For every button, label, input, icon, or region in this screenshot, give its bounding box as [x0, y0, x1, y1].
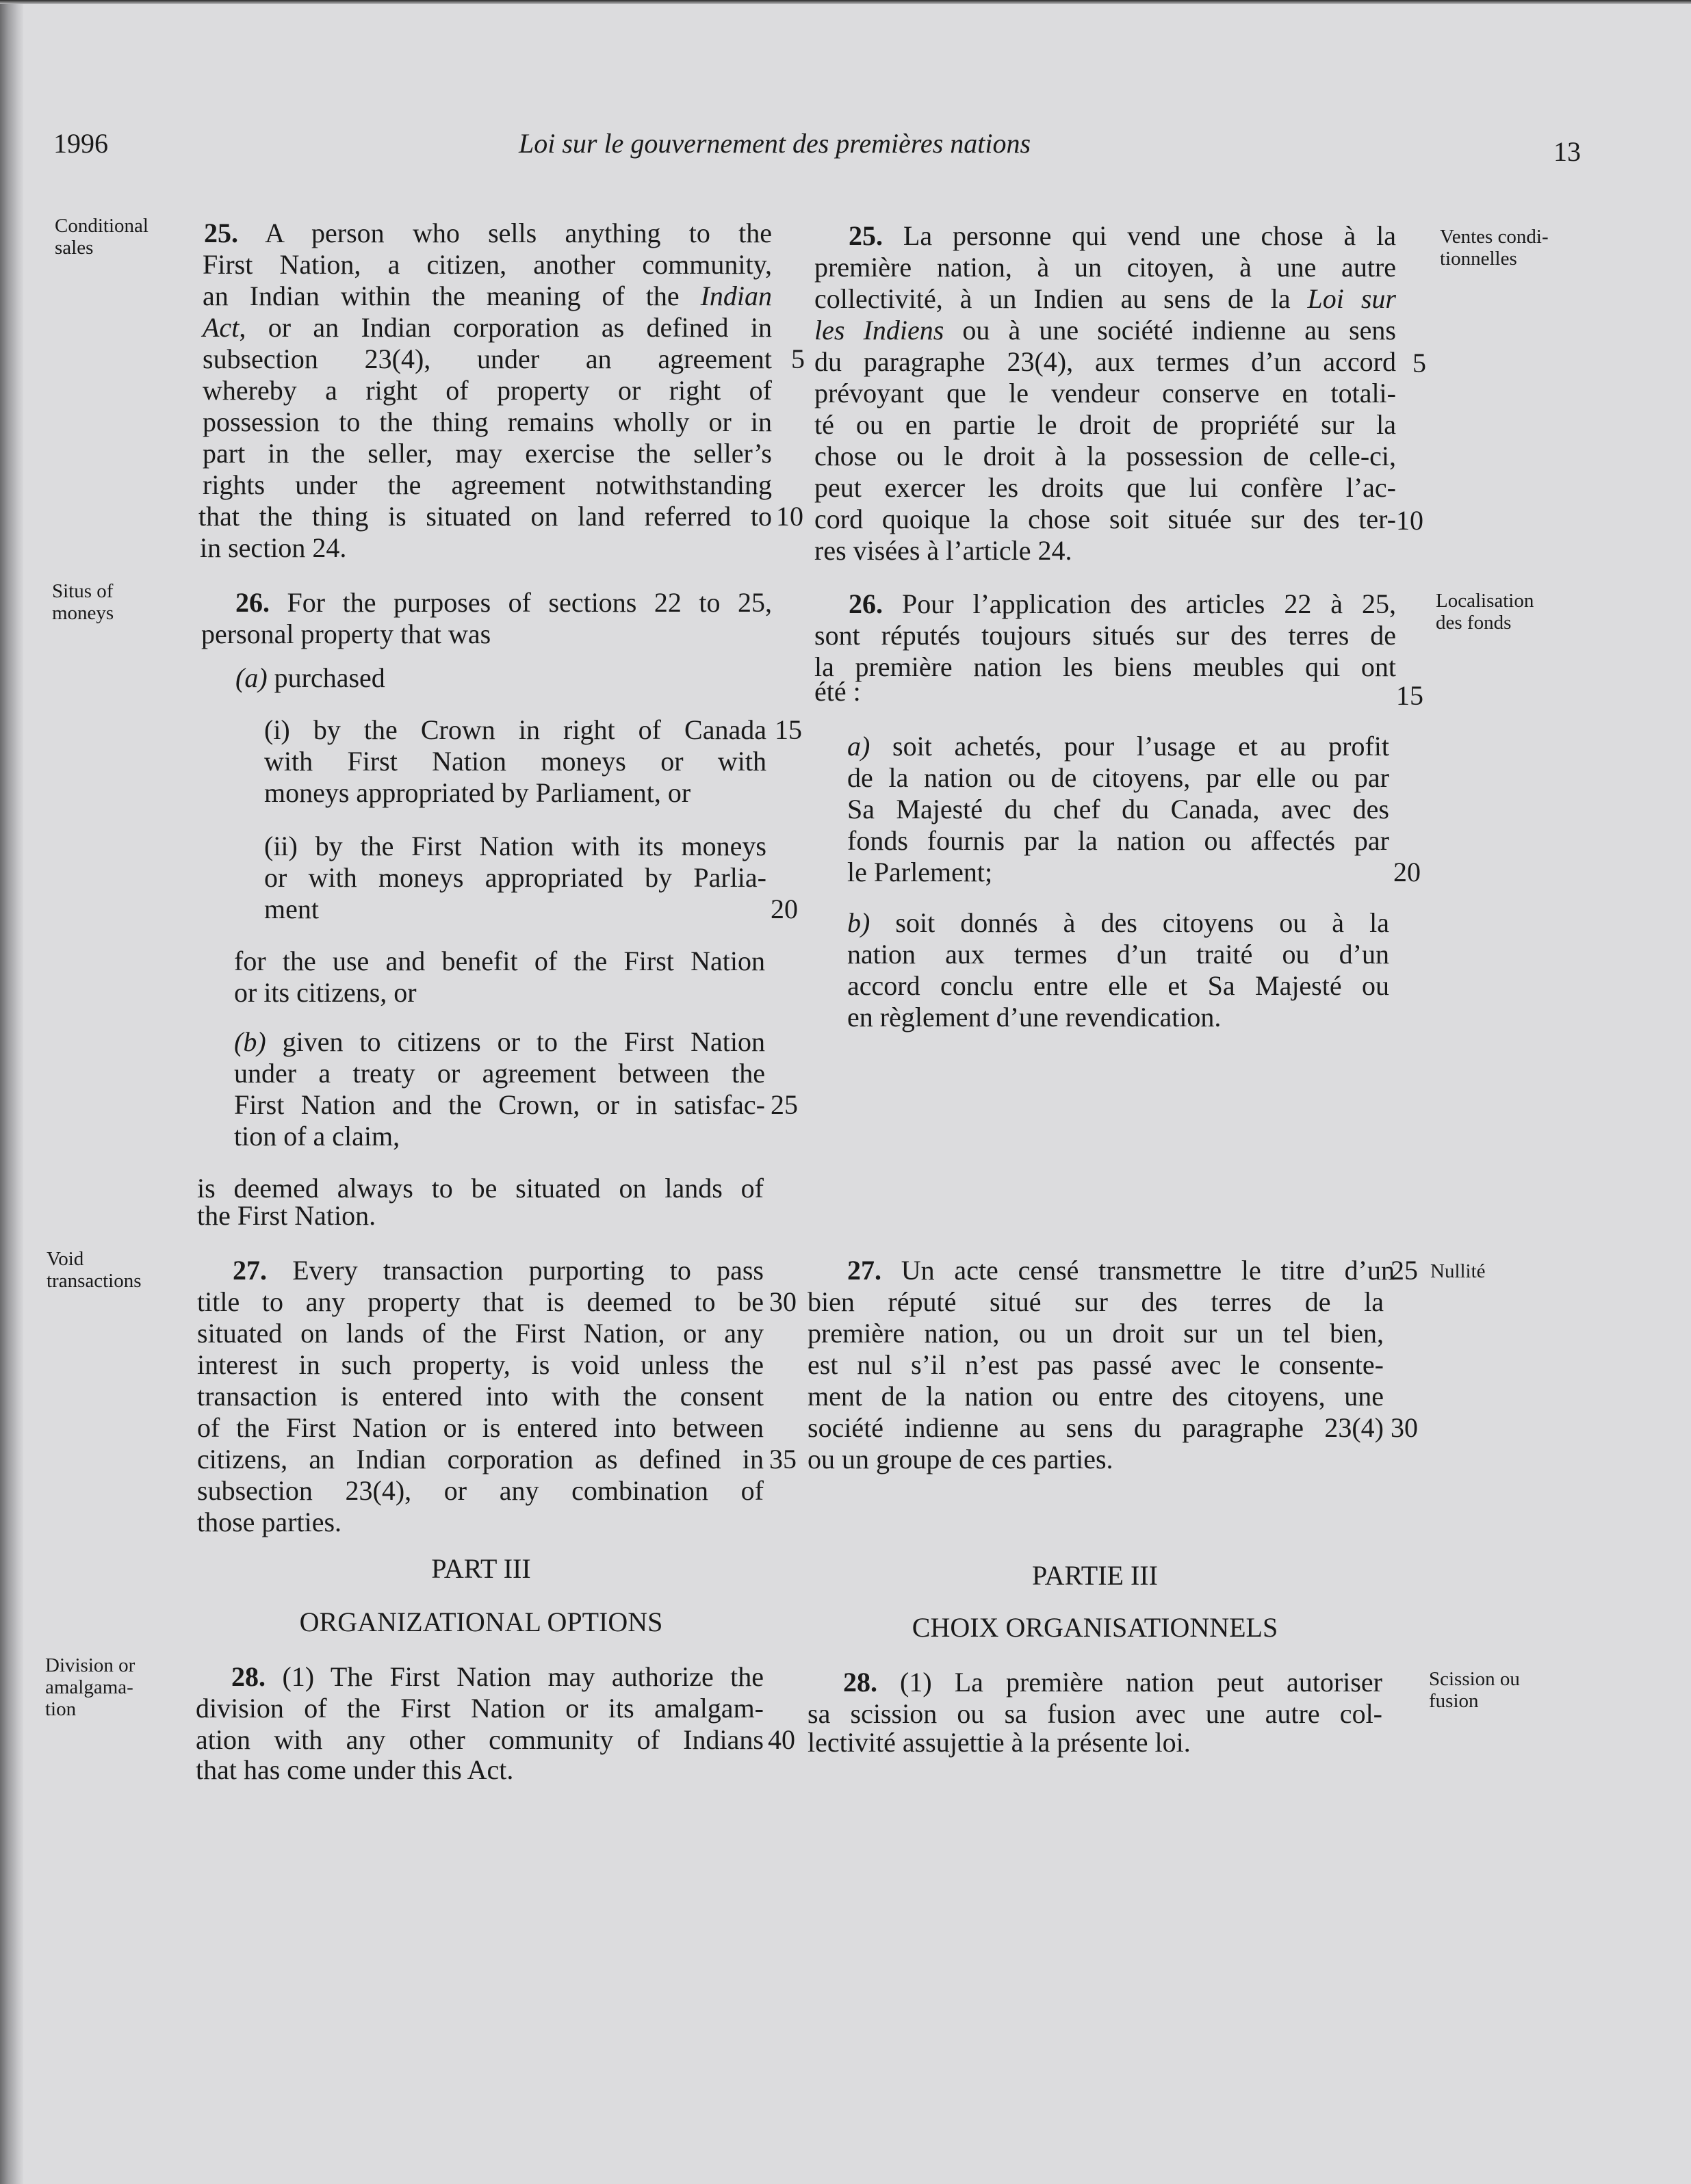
- fr-s26-line: de la nation ou de citoyens, par elle ou par: [847, 762, 1389, 793]
- fr-s28-line: lectivité assujettie à la présente loi.: [808, 1727, 1191, 1758]
- fr-part-heading: PARTIE III: [1032, 1560, 1158, 1591]
- margin-note-void-line2: transactions: [47, 1270, 142, 1292]
- en-part-heading: PART III: [431, 1553, 531, 1584]
- en-s26-para-a: [235, 662, 385, 694]
- fr-s26-line: sont réputés toujours situés sur des terres de: [814, 620, 1396, 651]
- en-s27-number: 27.: [233, 1255, 267, 1286]
- en-s27-line: interest in such property, is void unless the: [197, 1349, 764, 1380]
- fr-s25-line: prévoyant que le vendeur conserve en totali-: [814, 378, 1396, 408]
- en-s25-line: [203, 281, 772, 312]
- en-s26-line: with First Nation moneys or with: [264, 746, 766, 777]
- en-s25-text: , or an Indian corporation as defined in: [239, 312, 772, 343]
- fr-s26-para-a: [847, 731, 1389, 762]
- en-s26-text: purchased: [267, 662, 385, 693]
- en-s26-line: (i) by the Crown in right of Canada: [264, 714, 766, 745]
- en-s25-line: [204, 218, 772, 249]
- en-s26-a-label: (a): [235, 662, 268, 693]
- margin-note-nullite: Nullité: [1430, 1260, 1486, 1282]
- en-s26-text: For the purposes of sections 22 to 25,: [287, 587, 772, 618]
- en-s26-line: under a treaty or agreement between the: [234, 1058, 765, 1089]
- en-part-title: ORGANIZATIONAL OPTIONS: [299, 1607, 663, 1637]
- en-s25-italic-text: Act: [203, 312, 240, 343]
- line-number: 30: [769, 1286, 797, 1317]
- fr-s25-line: première nation, à un citoyen, à une autre: [814, 252, 1396, 283]
- fr-s28-text: (1) La première nation peut autoriser: [900, 1667, 1383, 1698]
- en-s28-number: 28.: [231, 1661, 266, 1692]
- en-s27-line: [233, 1255, 764, 1286]
- fr-s25-line: peut exercer les droits que lui confère l’ac-: [814, 472, 1396, 503]
- en-s26-line: moneys appropriated by Parliament, or: [264, 777, 691, 808]
- line-number: 20: [1393, 857, 1421, 887]
- fr-s26-line: le Parlement;: [847, 857, 993, 887]
- en-s25-line: rights under the agreement notwithstanding: [203, 469, 772, 500]
- en-s28-text: (1) The First Nation may authorize the: [282, 1661, 764, 1692]
- en-s25-italic-text: Indian: [700, 281, 772, 311]
- margin-note-void-line1: Void: [47, 1248, 84, 1270]
- en-s25-line: part in the seller, may exercise the seller’s: [203, 438, 772, 469]
- fr-s26-text: Pour l’application des articles 22 à 25,: [901, 588, 1397, 619]
- line-number: 40: [768, 1724, 795, 1755]
- en-s25-line: that the thing is situated on land referred to: [198, 501, 772, 532]
- fr-s25-text: La personne qui vend une chose à la: [903, 220, 1396, 251]
- fr-s26-text: soit donnés à des citoyens ou à la: [870, 907, 1389, 938]
- fr-s26-line: Sa Majesté du chef du Canada, avec des: [847, 794, 1389, 824]
- line-number: 25: [771, 1089, 798, 1120]
- margin-note-localisation-line2: des fonds: [1436, 612, 1512, 634]
- en-s27-line: transaction is entered into with the consent: [197, 1381, 764, 1412]
- margin-note-situs-line1: Situs of: [52, 580, 114, 602]
- fr-s28-number: 28.: [843, 1667, 877, 1698]
- fr-s27-number: 27.: [847, 1255, 881, 1286]
- en-s26-line: First Nation and the Crown, or in satisfac-: [234, 1089, 765, 1120]
- en-s25-line: First Nation, a citizen, another community,: [203, 249, 772, 280]
- en-s26-line: for the use and benefit of the First Nation: [234, 946, 765, 976]
- en-s27-text: Every transaction purporting to pass: [292, 1255, 764, 1286]
- fr-s25-italic-text: Loi sur: [1307, 283, 1396, 314]
- line-number: 15: [775, 714, 802, 745]
- en-s25-number: 25.: [204, 218, 238, 248]
- en-s28-line: that has come under this Act.: [196, 1754, 514, 1785]
- en-s26-text: given to citizens or to the First Nation: [266, 1026, 765, 1057]
- header-year: 1996: [53, 128, 108, 159]
- fr-s25-line: chose ou le droit à la possession de celle-ci,: [814, 441, 1396, 471]
- line-number: 20: [771, 894, 798, 924]
- en-s26-line: the First Nation.: [197, 1200, 376, 1231]
- en-s26-line: or its citizens, or: [234, 977, 417, 1008]
- line-number: 5: [791, 343, 805, 374]
- fr-s28-line: sa scission ou sa fusion avec une autre col-: [808, 1698, 1382, 1729]
- en-s25-text: an Indian within the meaning of the: [203, 281, 701, 311]
- fr-s26-line: fonds fournis par la nation ou affectés par: [847, 825, 1389, 856]
- en-s27-line: subsection 23(4), or any combination of: [197, 1475, 764, 1506]
- margin-note-conditional-sales-line1: Conditional: [55, 215, 149, 237]
- page-number: 13: [1553, 136, 1581, 167]
- en-s26-number: 26.: [235, 587, 270, 618]
- line-number: 30: [1391, 1412, 1418, 1443]
- en-s28-line: division of the First Nation or its amalgam-: [196, 1693, 764, 1724]
- en-s28-line: ation with any other community of Indians: [196, 1724, 764, 1755]
- en-s25-line: whereby a right of property or right of: [203, 375, 772, 406]
- en-s27-line: of the First Nation or is entered into between: [197, 1412, 764, 1443]
- en-s26-line: or with moneys appropriated by Parlia-: [264, 862, 766, 893]
- fr-s26-line: été :: [814, 676, 861, 707]
- en-s25-text: A person who sells anything to the: [265, 218, 773, 248]
- fr-s26-number: 26.: [849, 588, 883, 619]
- fr-s26-line: [849, 588, 1396, 620]
- en-s25-line: [203, 312, 772, 343]
- en-s27-line: situated on lands of the First Nation, or any: [197, 1318, 764, 1349]
- fr-s27-line: bien réputé situé sur des terres de la: [808, 1286, 1384, 1317]
- margin-note-division-line2: amalgama-: [45, 1676, 133, 1698]
- fr-s25-line: cord quoique la chose soit située sur des ter-: [814, 504, 1396, 534]
- fr-s26-text: soit achetés, pour l’usage et au profit: [870, 731, 1389, 762]
- fr-s25-number: 25.: [849, 220, 883, 251]
- en-s25-line: in section 24.: [200, 532, 347, 563]
- en-s25-line: subsection 23(4), under an agreement: [203, 343, 772, 374]
- en-s27-line: citizens, an Indian corporation as defined in: [197, 1444, 764, 1474]
- margin-note-conditional-sales-line2: sales: [55, 237, 94, 259]
- fr-s25-line: [814, 315, 1396, 346]
- en-s26-line: [235, 587, 772, 619]
- fr-s25-text: ou à une société indienne au sens: [944, 315, 1396, 346]
- margin-note-ventes-line1: Ventes condi-: [1440, 226, 1549, 248]
- fr-s26-line: accord conclu entre elle et Sa Majesté ou: [847, 970, 1389, 1001]
- margin-note-scission-line2: fusion: [1429, 1690, 1479, 1712]
- line-number: 15: [1396, 680, 1423, 711]
- fr-s25-line: res visées à l’article 24.: [814, 535, 1072, 566]
- fr-s27-line: [847, 1255, 1395, 1286]
- en-s26-line: (ii) by the First Nation with its moneys: [264, 831, 766, 861]
- en-s28-line: [231, 1661, 764, 1693]
- fr-s26-para-b: [847, 907, 1389, 939]
- fr-s27-line: première nation, ou un droit sur un tel bien,: [808, 1318, 1384, 1349]
- margin-note-division-line3: tion: [45, 1698, 77, 1720]
- margin-note-ventes-line2: tionnelles: [1440, 248, 1517, 270]
- line-number: 35: [769, 1444, 797, 1474]
- en-s26-b-label: (b): [234, 1026, 266, 1057]
- fr-s27-line: est nul s’il n’est pas passé avec le consente-: [808, 1349, 1384, 1380]
- en-s27-line: title to any property that is deemed to be: [197, 1286, 764, 1317]
- line-number: 10: [1396, 505, 1423, 536]
- line-number: 10: [776, 501, 803, 532]
- fr-s26-b-label: b): [847, 907, 870, 938]
- fr-s26-line: la première nation les biens meubles qui ont: [814, 651, 1396, 682]
- en-s26-para-b: [234, 1026, 765, 1058]
- fr-s27-line: société indienne au sens du paragraphe 23(4): [808, 1412, 1384, 1443]
- en-s26-line: personal property that was: [201, 619, 491, 649]
- fr-s25-line: té ou en partie le droit de propriété sur la: [814, 409, 1396, 440]
- en-s27-line: those parties.: [197, 1507, 342, 1537]
- en-s26-line: tion of a claim,: [234, 1121, 400, 1152]
- fr-s28-line: [843, 1667, 1382, 1698]
- fr-s25-line: [849, 220, 1396, 252]
- fr-s27-text: Un acte censé transmettre le titre d’un: [901, 1255, 1395, 1286]
- fr-s25-line: du paragraphe 23(4), aux termes d’un accord: [814, 346, 1396, 377]
- fr-part-title: CHOIX ORGANISATIONNELS: [912, 1612, 1278, 1643]
- fr-s26-line: en règlement d’une revendication.: [847, 1002, 1222, 1032]
- margin-note-localisation-line1: Localisation: [1436, 590, 1534, 612]
- margin-note-division-line1: Division or: [45, 1654, 135, 1676]
- en-s26-line: ment: [264, 894, 319, 924]
- fr-s26-a-label: a): [847, 731, 870, 762]
- fr-s25-text: collectivité, à un Indien au sens de la: [814, 283, 1308, 314]
- line-number: 5: [1412, 348, 1426, 378]
- fr-s27-line: ou un groupe de ces parties.: [808, 1444, 1113, 1474]
- fr-s27-line: ment de la nation ou entre des citoyens, une: [808, 1381, 1384, 1412]
- margin-note-scission-line1: Scission ou: [1429, 1668, 1520, 1690]
- fr-s25-line: [814, 283, 1396, 315]
- fr-s26-line: nation aux termes d’un traité ou d’un: [847, 939, 1389, 970]
- header-title: Loi sur le gouvernement des premières nations: [519, 128, 1031, 159]
- en-s26-line: is deemed always to be situated on lands of: [197, 1173, 764, 1204]
- margin-note-situs-line2: moneys: [52, 602, 114, 624]
- line-number: 25: [1391, 1255, 1418, 1286]
- en-s25-line: possession to the thing remains wholly or in: [203, 406, 772, 437]
- fr-s25-italic-text: les Indiens: [814, 315, 944, 346]
